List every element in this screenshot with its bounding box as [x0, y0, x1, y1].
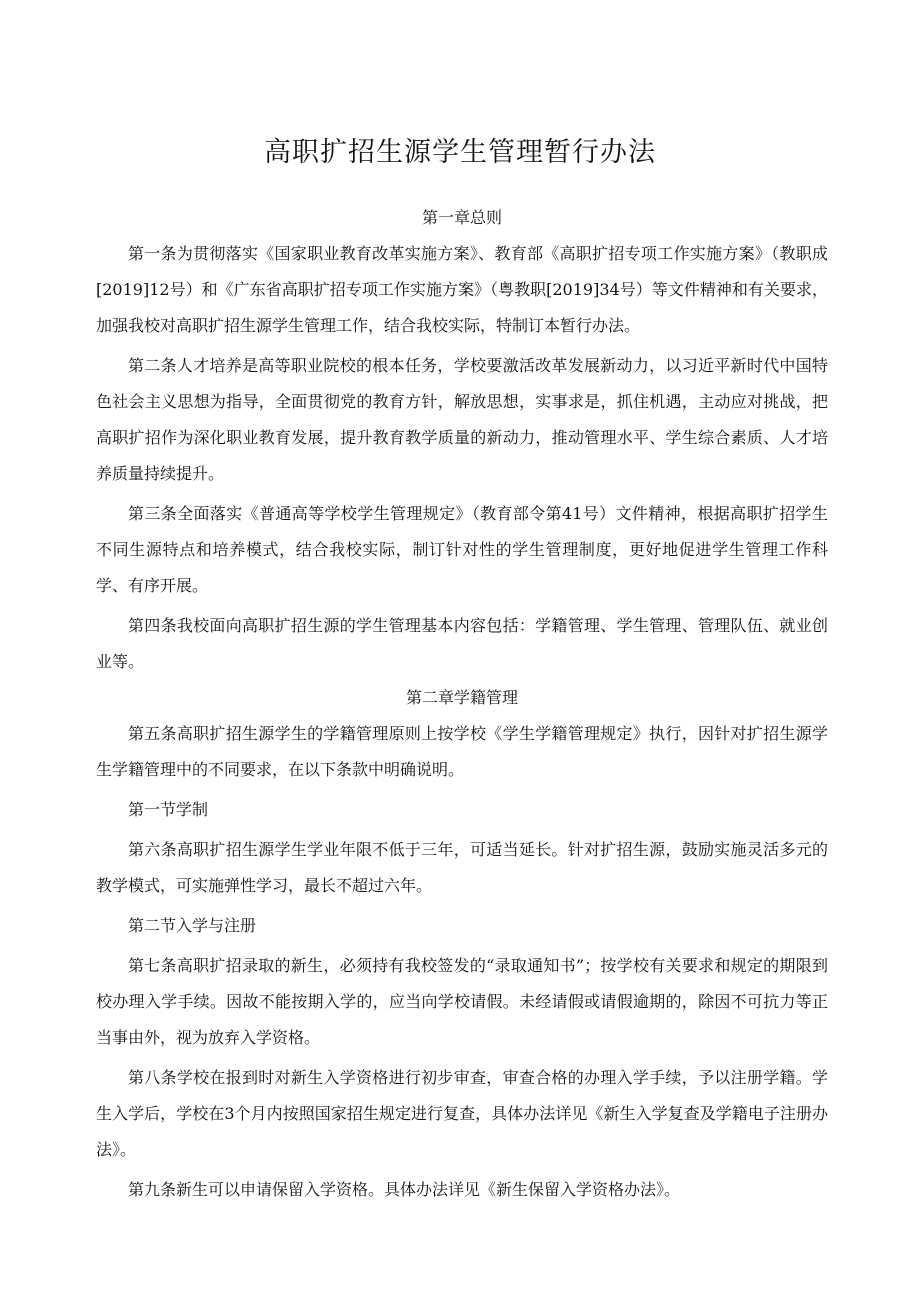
article-paragraph: 第四条我校面向高职扩招生源的学生管理基本内容包括：学籍管理、学生管理、管理队伍、就业创业等。 [96, 616, 828, 671]
article-paragraph: 第一条为贯彻落实《国家职业教育改革实施方案》、教育部《高职扩招专项工作实施方案》（教职成[2019]12号）和《广东省高职扩招专项工作实施方案》（粤教职[2019]34号）等文件精神和有关要求，加强我校对高职扩招生源学生管理工作，结合我校实际，特制订本暂行办法。 [96, 244, 828, 335]
article-paragraph: 第七条高职扩招录取的新生，必须持有我校签发的“录取通知书”；按学校有关要求和规定的期限到校办理入学手续。因故不能按期入学的，应当向学校请假。未经请假或请假逾期的，除因不可抗力等正当事由外，视为放弃入学资格。 [96, 956, 828, 1047]
article-paragraph: 第二条人才培养是高等职业院校的根本任务，学校要激活改革发展新动力，以习近平新时代中国特色社会主义思想为指导，全面贯彻党的教育方针，解放思想，实事求是，抓住机遇，主动应对挑战，把高职扩招作为深化职业教育发展，提升教育教学质量的新动力，推动管理水平、学生综合素质、人才培养质量持续提升。 [96, 356, 828, 483]
article-paragraph: 第六条高职扩招生源学生学业年限不低于三年，可适当延长。针对扩招生源，鼓励实施灵活多元的教学模式，可实施弹性学习，最长不超过六年。 [96, 840, 828, 895]
chapter-heading: 第一章总则 [421, 208, 502, 227]
section-heading: 第一节学制 [128, 800, 209, 819]
chapter-heading: 第二章学籍管理 [405, 688, 518, 707]
article-paragraph: 第九条新生可以申请保留入学资格。具体办法详见《新生保留入学资格办法》。 [128, 1180, 681, 1199]
article-paragraph: 第三条全面落实《普通高等学校学生管理规定》（教育部令第41号）文件精神，根据高职扩招学生不同生源特点和培养模式，结合我校实际，制订针对性的学生管理制度，更好地促进学生管理工作科学、有序开展。 [96, 504, 828, 595]
document-body [96, 200, 828, 1208]
article-paragraph: 第八条学校在报到时对新生入学资格进行初步审查，审查合格的办理入学手续，予以注册学籍。学生入学后，学校在3个月内按照国家招生规定进行复查，具体办法详见《新生入学复查及学籍电子注册办法》。 [96, 1068, 828, 1159]
document-title: 高职扩招生源学生管理暂行办法 [264, 137, 656, 169]
section-heading: 第二节入学与注册 [128, 916, 257, 935]
article-paragraph: 第五条高职扩招生源学生的学籍管理原则上按学校《学生学籍管理规定》执行，因针对扩招生源学生学籍管理中的不同要求，在以下条款中明确说明。 [96, 724, 828, 779]
